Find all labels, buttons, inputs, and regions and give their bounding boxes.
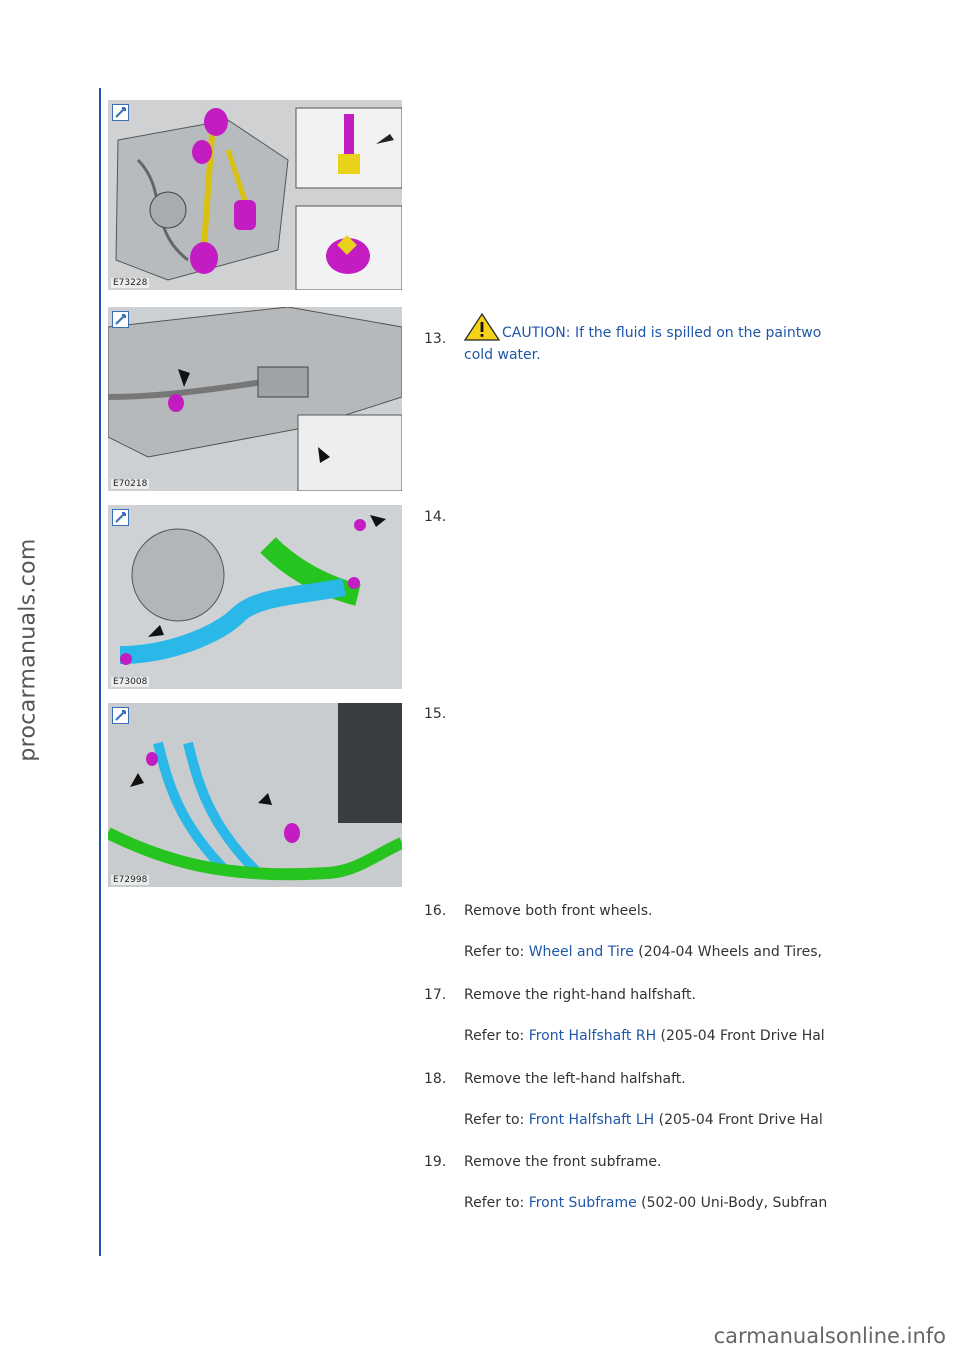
reference-label: Refer to:: [464, 1195, 529, 1211]
engine-illustration: [108, 100, 402, 290]
warning-icon: [464, 313, 500, 341]
caution-text: CAUTION: If the fluid is spilled on the paintwo: [502, 325, 822, 341]
content-rule: [99, 88, 101, 1256]
step-number: 17.: [424, 987, 447, 1003]
reference-suffix: (502-00 Uni-Body, Subfran: [636, 1195, 828, 1211]
reference-label: Refer to:: [464, 1028, 529, 1044]
zoom-icon[interactable]: [112, 707, 129, 724]
step-number: 15.: [424, 706, 447, 722]
engine-illustration: [108, 703, 402, 887]
zoom-icon[interactable]: [112, 104, 129, 121]
step-reference: [464, 1195, 874, 1211]
reference-suffix: (205-04 Front Drive Hal: [654, 1112, 823, 1128]
step-reference: [464, 1028, 874, 1044]
engine-illustration: [108, 307, 402, 491]
step-number: 18.: [424, 1071, 447, 1087]
footer-watermark: carmanualsonline.info: [713, 1324, 946, 1348]
reference-suffix: (204-04 Wheels and Tires,: [633, 944, 822, 960]
step-reference: [464, 1112, 874, 1128]
step-text: Remove the front subframe.: [464, 1154, 662, 1170]
step-text: Remove the left-hand halfshaft.: [464, 1071, 686, 1087]
zoom-icon[interactable]: [112, 311, 129, 328]
reference-link[interactable]: Wheel and Tire: [528, 944, 634, 960]
reference-link[interactable]: Front Halfshaft LH: [528, 1112, 655, 1128]
figure-e73008: [108, 505, 402, 689]
figure-code: E70218: [113, 479, 148, 489]
figure-code: E72998: [113, 875, 148, 885]
side-watermark: procarmanuals.com: [15, 538, 41, 762]
caution-text-cont: cold water.: [464, 347, 541, 363]
figure-e72998: [108, 703, 402, 887]
step-number: 14.: [424, 509, 447, 525]
reference-label: Refer to:: [464, 944, 529, 960]
reference-suffix: (205-04 Front Drive Hal: [656, 1028, 825, 1044]
reference-link[interactable]: Front Subframe: [528, 1195, 637, 1211]
step-text: Remove both front wheels.: [464, 903, 653, 919]
step-number: 19.: [424, 1154, 447, 1170]
step-text: Remove the right-hand halfshaft.: [464, 987, 696, 1003]
reference-label: Refer to:: [464, 1112, 529, 1128]
zoom-icon[interactable]: [112, 509, 129, 526]
reference-link[interactable]: Front Halfshaft RH: [528, 1028, 657, 1044]
caution-note: [464, 313, 874, 341]
figure-code: E73228: [113, 278, 148, 288]
figure-e73228: [108, 100, 402, 290]
engine-illustration: [108, 505, 402, 689]
step-number: 16.: [424, 903, 447, 919]
figure-code: E73008: [113, 677, 148, 687]
figure-e70218: [108, 307, 402, 491]
step-number: 13.: [424, 331, 447, 347]
step-reference: [464, 944, 874, 960]
